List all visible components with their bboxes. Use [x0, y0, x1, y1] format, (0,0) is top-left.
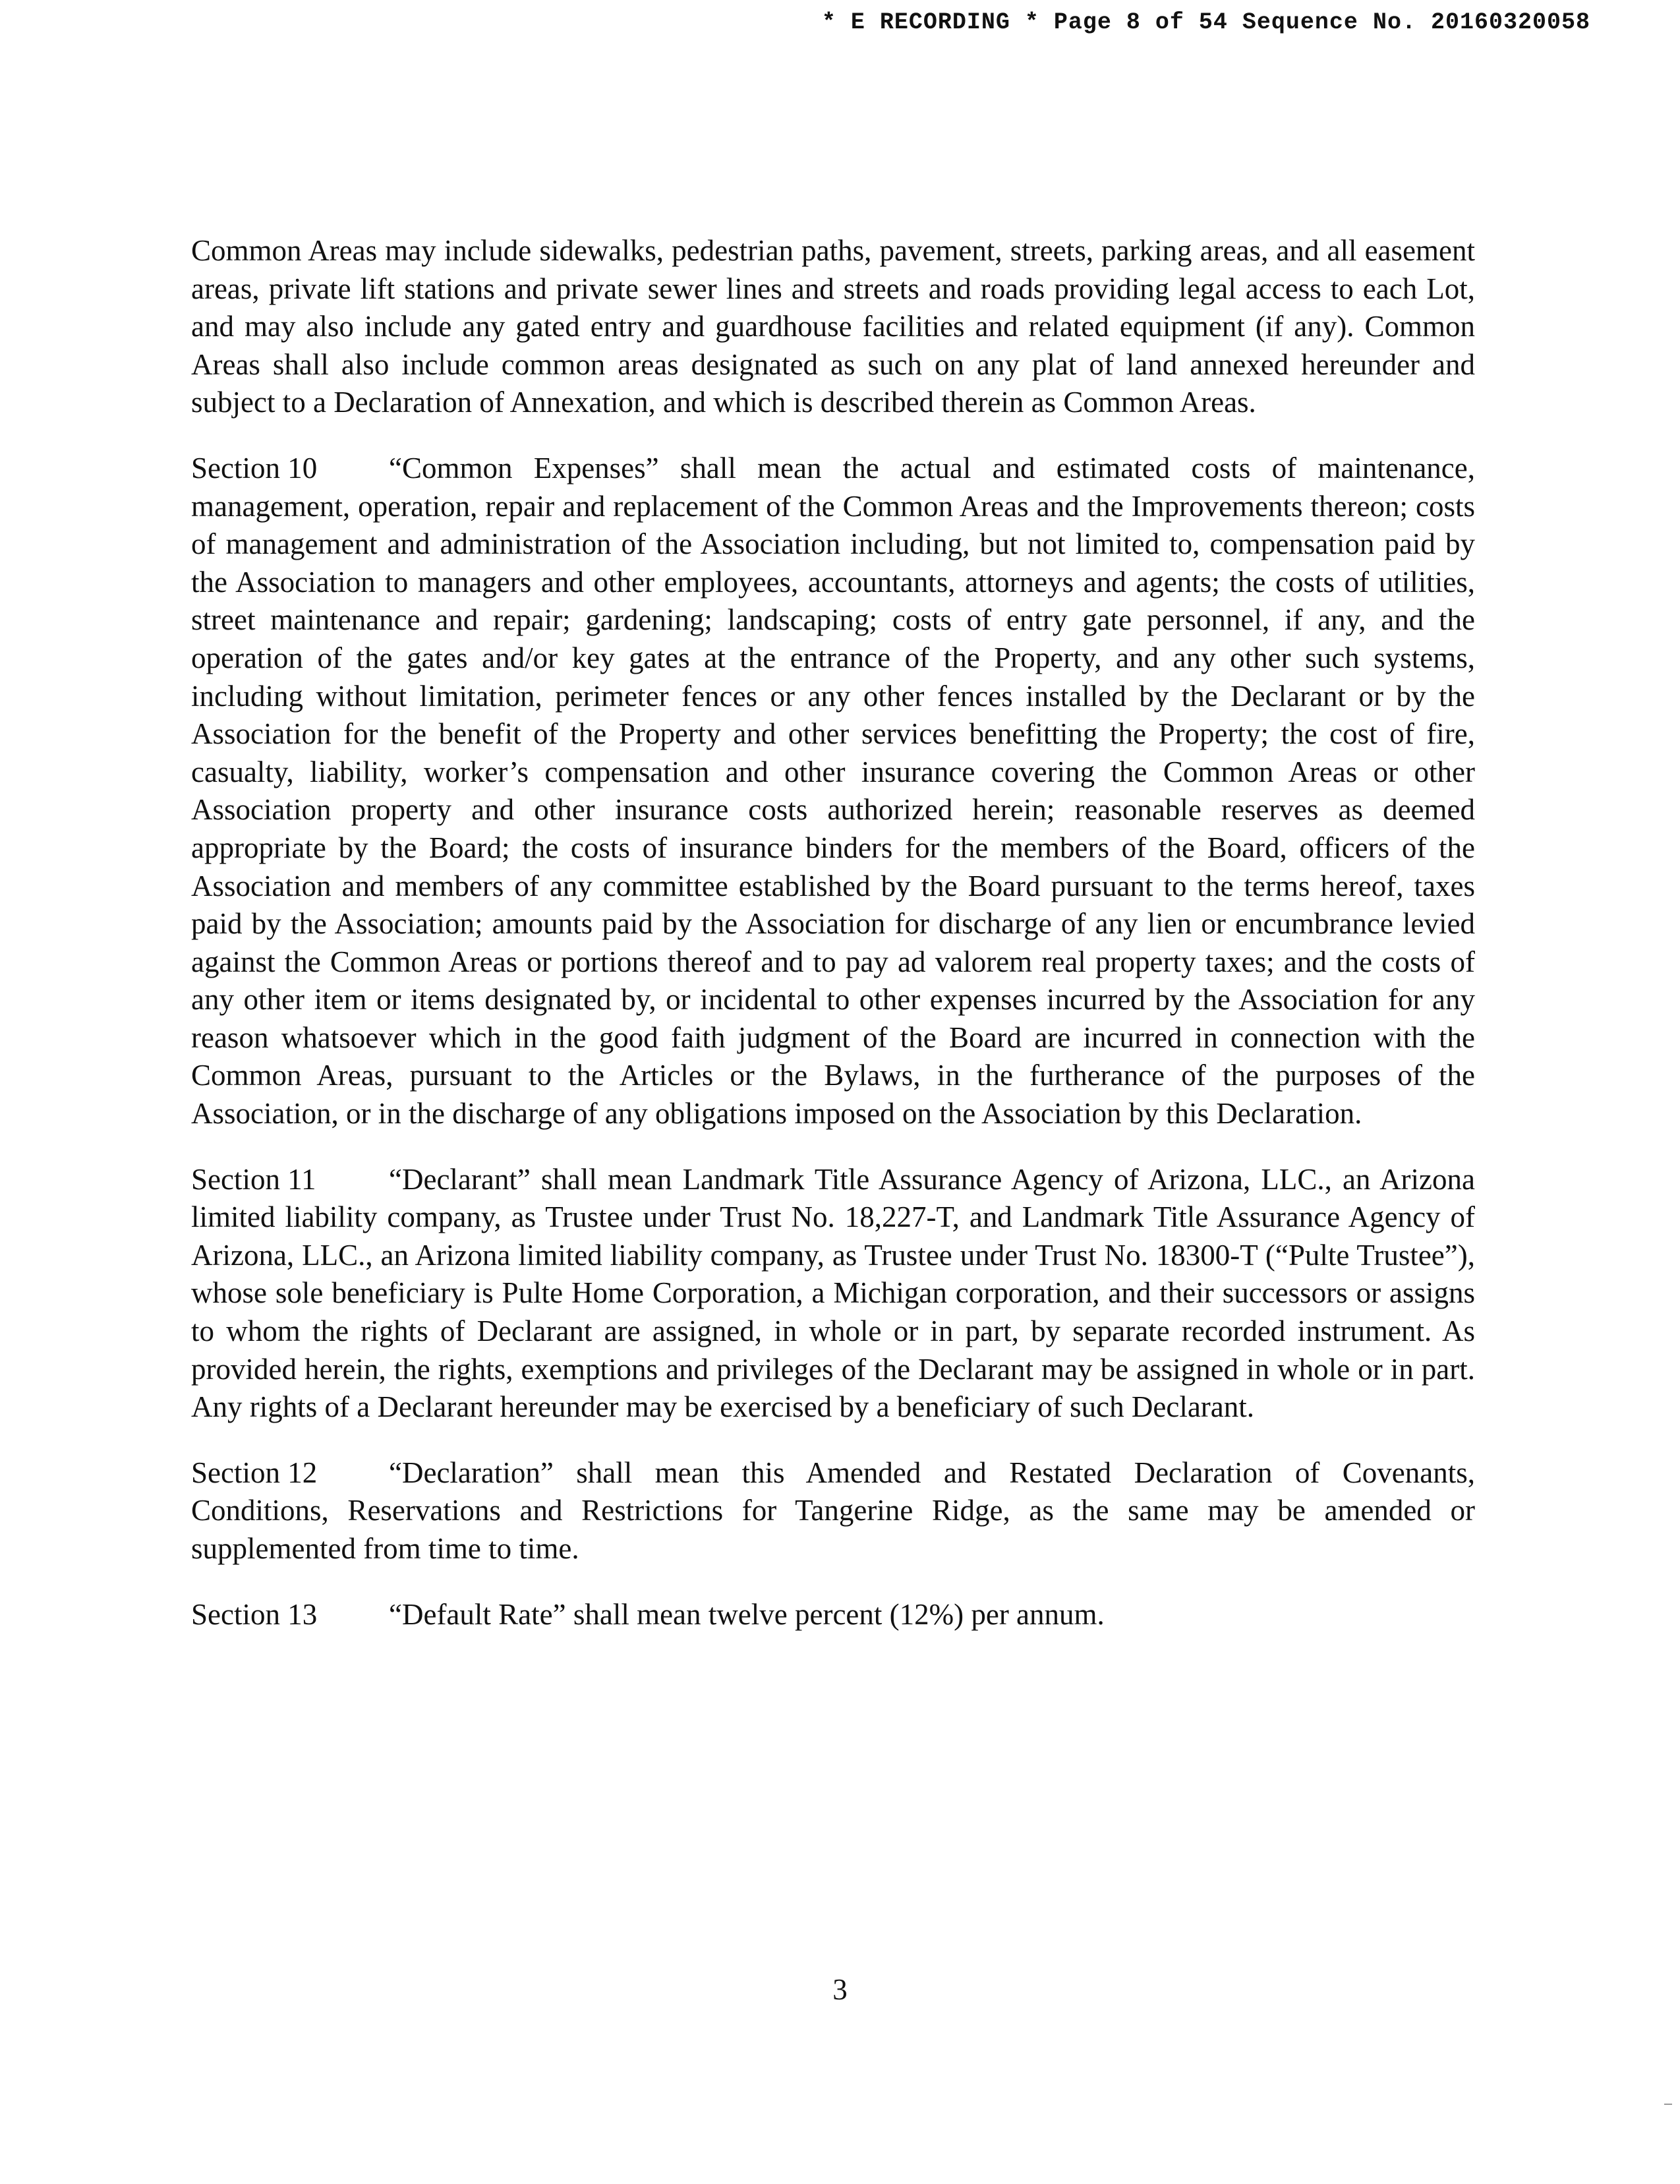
document-body — [191, 232, 1475, 1661]
paragraph-section-10 — [191, 450, 1475, 1133]
paragraph-text: “Declarant” shall mean Landmark Title Assurance Agency of Arizona, LLC., an Arizona limited liability company, as Trustee under Trust No. 18,227-T, and Landmark Title Assurance Agency of Arizona, LLC., an Arizona limited liability company, as Trustee under Trust No. 18300-T (“Pulte Trustee”), whose sole beneficiary is Pulte Home Corporation, a Michigan corporation, and their successors or assigns to whom the rights of Declarant are assigned, in whole or in part, by separate recorded instrument. As provided herein, the rights, exemptions and privileges of the Declarant may be assigned in whole or in part. Any rights of a Declarant hereunder may be exercised by a beneficiary of such Declarant. — [191, 1162, 1475, 1424]
section-label: Section 13 — [191, 1597, 318, 1631]
section-label: Section 11 — [191, 1162, 316, 1196]
recording-header: * E RECORDING * Page 8 of 54 Sequence No. 20160320058 — [821, 9, 1590, 36]
paragraph-section-11 — [191, 1161, 1475, 1427]
paragraph-text: “Common Expenses” shall mean the actual and estimated costs of maintenance, management, operation, repair and replacement of the Common Areas and the Improvements thereon; costs of management and administration of the Association including, but not limited to, compensation paid by the Association to managers and other employees, accountants, attorneys and agents; the costs of utilities, street maintenance and repair; gardening; landscaping; costs of entry gate personnel, if any, and the operation of the gates and/or key gates at the entrance of the Property, and any other such systems, including without limitation, perimeter fences or any other fences installed by the Declarant or by the Association for the benefit of the Property and other services benefitting the Property; the cost of fire, casualty, liability, worker’s compensation and other insurance covering the Common Areas or other Association property and other insurance costs authorized herein; reasonable reserves as deemed appropriate by the Board; the costs of insurance binders for the members of the Board, officers of the Association and members of any committee established by the Board pursuant to the terms hereof, taxes paid by the Association; amounts paid by the Association for discharge of any lien or encumbrance levied against the Common Areas or portions thereof and to pay ad valorem real property taxes; and the costs of any other item or items designated by, or incidental to other expenses incurred by the Association for any reason whatsoever which in the good faith judgment of the Board are incurred in connection with the Common Areas, pursuant to the Articles or the Bylaws, in the furtherance of the purposes of the Association, or in the discharge of any obligations imposed on the Association by this Declaration. — [191, 451, 1475, 1131]
paragraph-text: “Declaration” shall mean this Amended and Restated Declaration of Covenants, Conditions, Reservations and Restrictions for Tangerine Ridge, as the same may be amended or supplemented from time to time. — [191, 1456, 1475, 1565]
section-label: Section 12 — [191, 1456, 318, 1489]
paragraph-section-12 — [191, 1454, 1475, 1568]
paragraph-common-areas-continued — [191, 232, 1475, 422]
paragraph-text: Common Areas may include sidewalks, pedestrian paths, pavement, streets, parking areas, and all easement areas, private lift stations and private sewer lines and streets and roads providing legal access to each Lot, and may also include any gated entry and guardhouse facilities and related equipment (if any). Common Areas shall also include common areas designated as such on any plat of land annexed hereunder and subject to a Declaration of Annexation, and which is described therein as Common Areas. — [191, 234, 1475, 419]
paragraph-text: “Default Rate” shall mean twelve percent (12%) per annum. — [389, 1597, 1105, 1631]
page-number: 3 — [832, 1973, 848, 2006]
paragraph-section-13 — [191, 1596, 1475, 1634]
section-label: Section 10 — [191, 451, 318, 485]
scan-artifact — [1664, 2104, 1672, 2105]
